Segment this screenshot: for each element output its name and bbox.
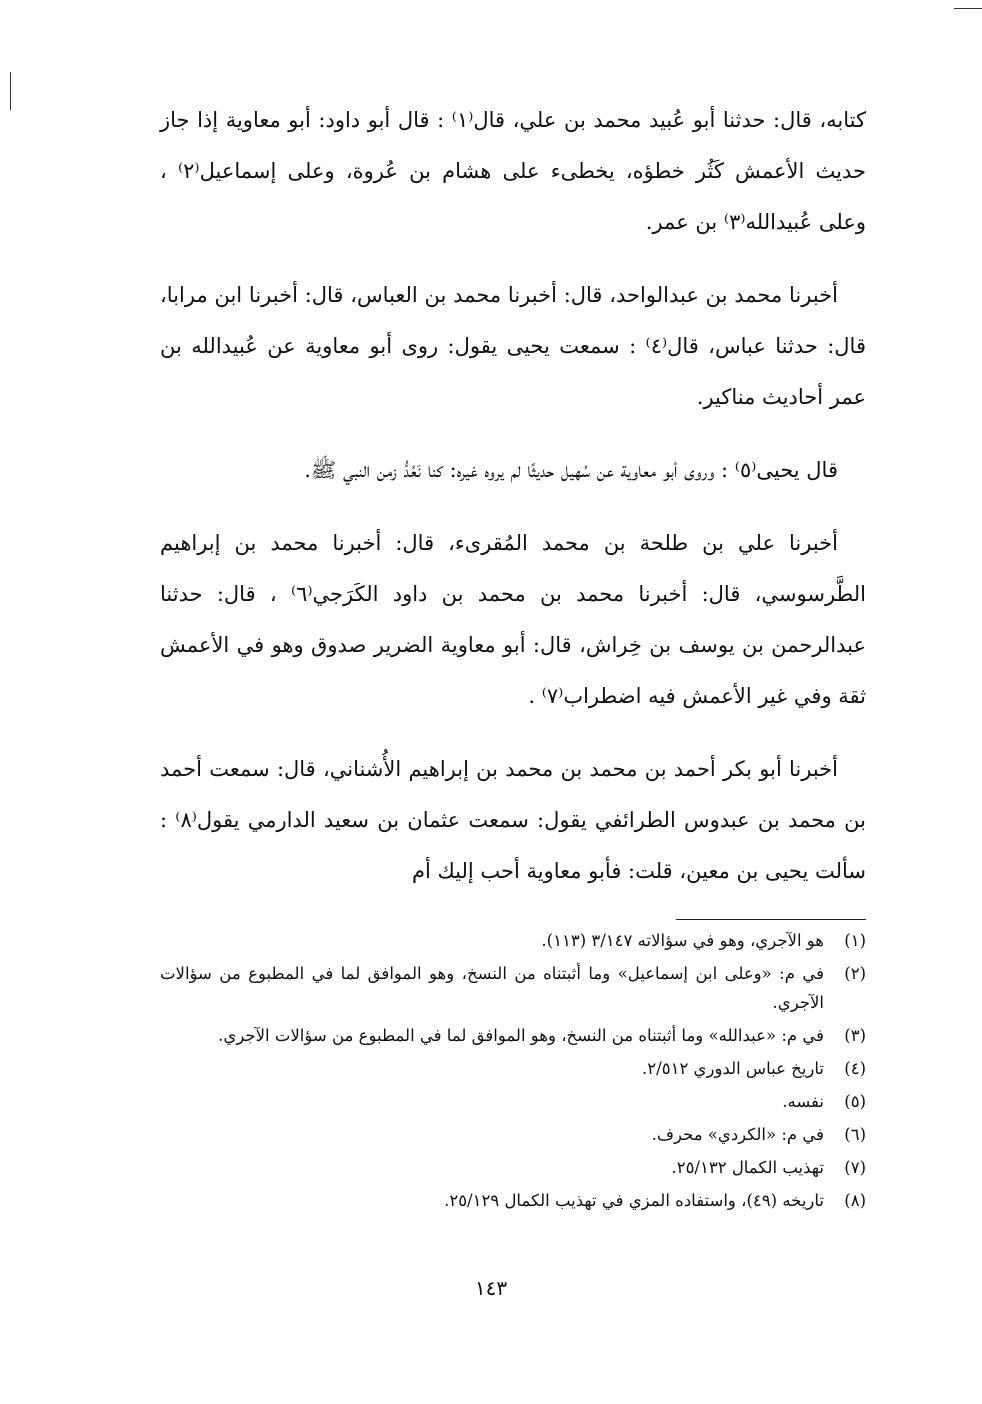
footnote-text: تاريخه (٤٩)، واستفاده المزي في تهذيب الكمال ٢٥/١٢٩. <box>444 1191 824 1210</box>
footnote-text: في م: «وعلى ابن إسماعيل» وما أثبتناه من النسخ، وهو الموافق لما في المطبوع من سؤالات الآجري. <box>160 964 824 1012</box>
footnote-7 <box>160 1153 866 1182</box>
paragraph-2: أخبرنا محمد بن عبدالواحد، قال: أخبرنا محمد بن العباس، قال: أخبرنا ابن مرابا، قال: حدثنا عباس، قال⁽٤⁾ : سمعت يحيى يقول: روى أبو معاوية عن عُبيدالله بن عمر أحاديث مناكير. <box>160 283 866 409</box>
footnote-3 <box>160 1021 866 1050</box>
footnote-number: (٨) <box>844 1191 866 1210</box>
footnote-text: نفسه. <box>782 1092 824 1111</box>
footnote-number: (٧) <box>844 1158 866 1177</box>
paragraph-5: أخبرنا أبو بكر أحمد بن محمد بن محمد بن إبراهيم الأُشناني، قال: سمعت أحمد بن محمد بن عبدوس الطرائفي يقول: سمعت عثمان بن سعيد الدارمي يقول⁽٨⁾ : سألت يحيى بن معين، قلت: فأبو معاوية أحب إليك أم <box>160 757 866 883</box>
footnote-number: (٦) <box>844 1125 866 1144</box>
footnote-number: (٢) <box>844 964 866 983</box>
footnote-number: (٥) <box>844 1092 866 1111</box>
paragraph-1: كتابه، قال: حدثنا أبو عُبيد محمد بن علي، قال⁽١⁾ : قال أبو داود: أبو معاوية إذا جاز حديث الأعمش كَثُر خطؤه، يخطىء على هشام بن عُروة، وعلى إسماعيل⁽٢⁾ ، وعلى عُبيدالله⁽٣⁾ بن عمر. <box>160 108 866 234</box>
page-body <box>160 95 866 1219</box>
paragraph-3: قال يحيى⁽٥⁾ : وروى أبو معاوية عن سُهيل حديثًا لم يروه غيره: كنا نَعُدُّ زمن النبي ﷺ. <box>304 458 838 482</box>
paragraph-4: أخبرنا علي بن طلحة بن محمد المُقرىء، قال: أخبرنا محمد بن إبراهيم الطَّرسوسي، قال: أخبرنا محمد بن محمد بن داود الكَرَجي⁽٦⁾ ، قال: حدثنا عبدالرحمن بن يوسف بن خِراش، قال: أبو معاوية الضرير صدوق وهو في الأعمش ثقة وفي غير الأعمش فيه اضطراب⁽٧⁾ . <box>160 531 866 708</box>
scan-edge-mark-top <box>954 8 982 9</box>
footnote-4 <box>160 1054 866 1083</box>
footnote-number: (١) <box>844 931 866 950</box>
footnotes <box>160 926 866 1215</box>
page-number: ١٤٣ <box>474 1276 508 1300</box>
footnote-1 <box>160 926 866 955</box>
footnote-separator <box>676 919 866 920</box>
footnote-text: في م: «عبدالله» وما أثبتناه من النسخ، وهو الموافق لما في المطبوع من سؤالات الآجري. <box>218 1026 824 1045</box>
footnote-number: (٤) <box>844 1059 866 1078</box>
footnote-text: هو الآجري، وهو في سؤالاته ٣/١٤٧ (١١٣). <box>541 931 824 950</box>
scan-edge-mark-left <box>10 72 11 110</box>
footnote-6 <box>160 1120 866 1149</box>
footnote-text: تاريخ عباس الدوري ٢/٥١٢. <box>642 1059 824 1078</box>
footnote-text: تهذيب الكمال ٢٥/١٣٢. <box>671 1158 824 1177</box>
footnote-8 <box>160 1186 866 1215</box>
footnote-5 <box>160 1087 866 1116</box>
footnote-text: في م: «الكردي» محرف. <box>651 1125 824 1144</box>
footnote-2 <box>160 959 866 1017</box>
footnote-number: (٣) <box>844 1026 866 1045</box>
